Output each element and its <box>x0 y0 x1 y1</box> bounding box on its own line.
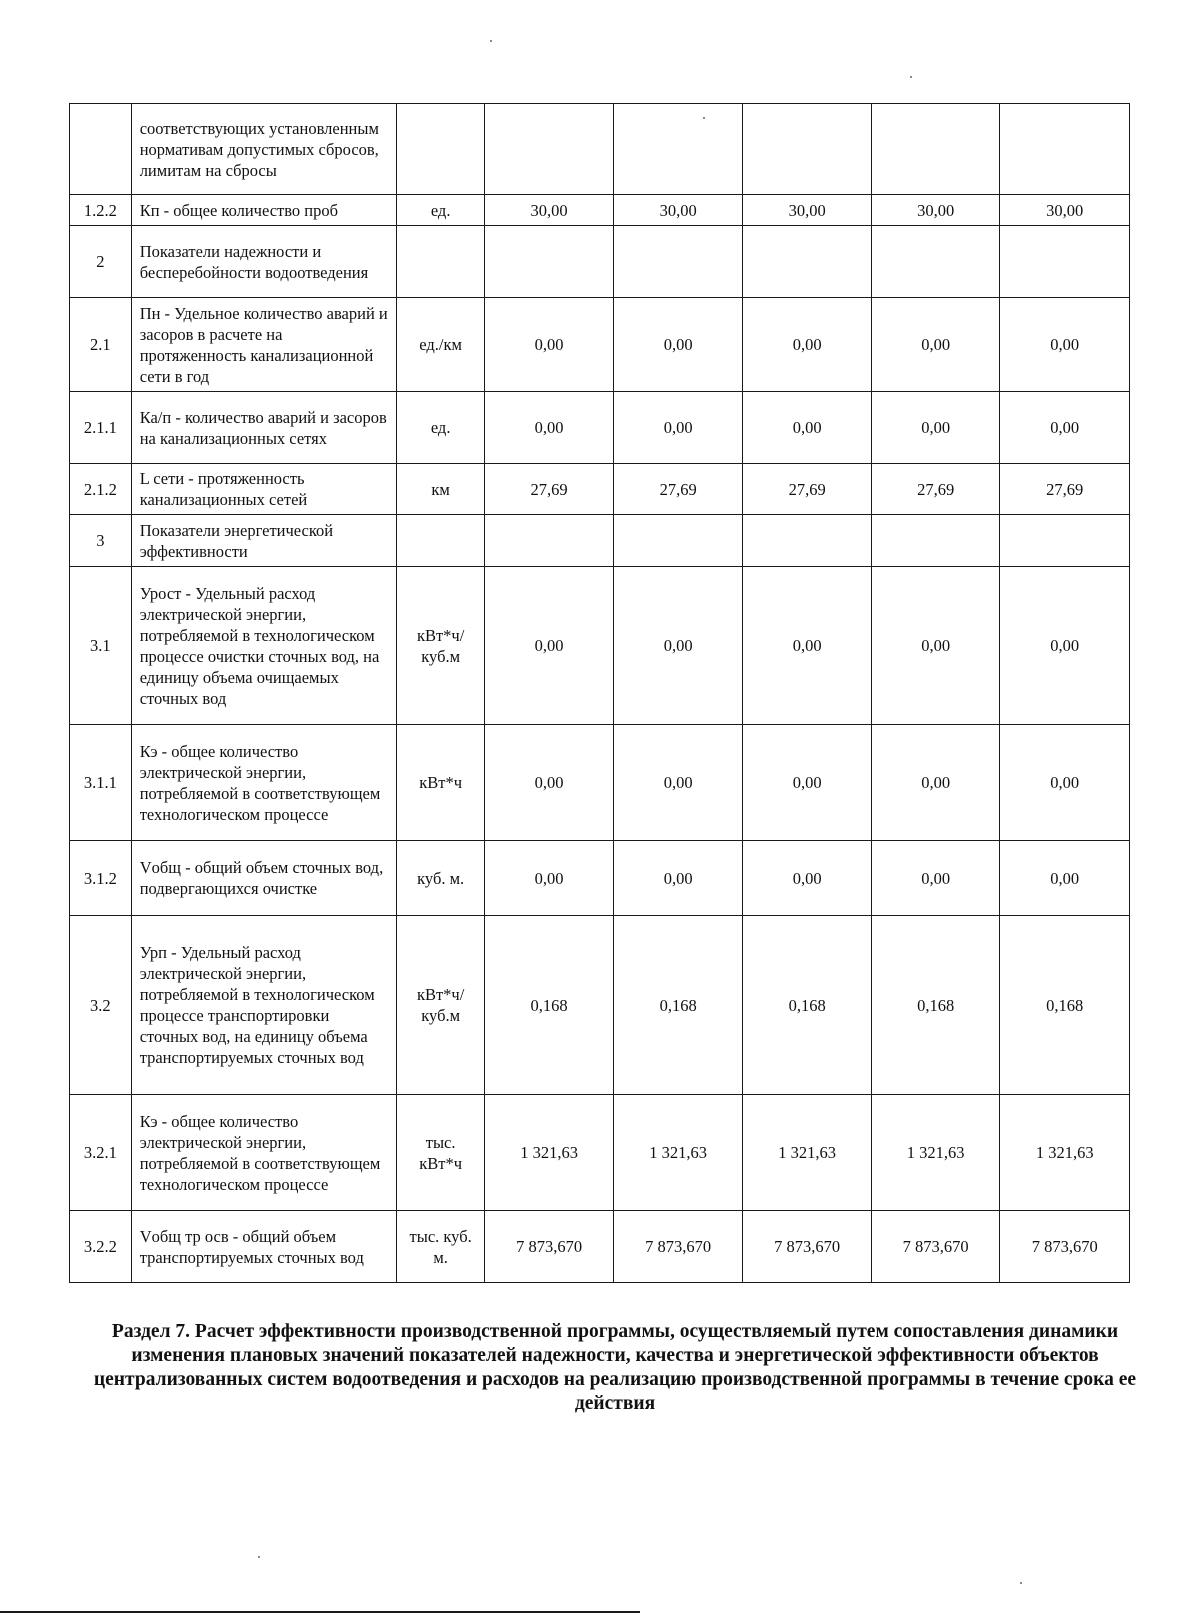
value-cell: 0,00 <box>485 298 614 392</box>
table-row <box>70 515 1130 567</box>
value-cell: 0,00 <box>743 841 872 916</box>
table-row <box>70 298 1130 392</box>
indicator-name: Ка/п - количество аварий и засоров на канализационных сетях <box>131 392 396 464</box>
indicators-table <box>69 103 1130 1283</box>
row-number: 3.1.1 <box>70 725 132 841</box>
indicator-name: Показатели надежности и бесперебойности водоотведения <box>131 226 396 298</box>
unit-cell: куб. м. <box>396 841 484 916</box>
value-cell: 30,00 <box>613 195 743 226</box>
value-cell: 0,00 <box>613 841 743 916</box>
value-cell: 7 873,670 <box>743 1211 872 1283</box>
row-number: 2 <box>70 226 132 298</box>
table-row <box>70 226 1130 298</box>
indicator-name: Показатели энергетической эффективности <box>131 515 396 567</box>
value-cell: 0,00 <box>485 725 614 841</box>
row-number: 1.2.2 <box>70 195 132 226</box>
unit-cell: тыс. кВт*ч <box>396 1095 484 1211</box>
row-number: 3 <box>70 515 132 567</box>
value-cell: 1 321,63 <box>871 1095 1000 1211</box>
value-cell <box>1000 515 1130 567</box>
value-cell: 7 873,670 <box>1000 1211 1130 1283</box>
value-cell <box>1000 226 1130 298</box>
value-cell: 1 321,63 <box>613 1095 743 1211</box>
value-cell <box>743 515 872 567</box>
indicator-name: Пн - Удельное количество аварий и засоров в расчете на протяженность канализационной сети в год <box>131 298 396 392</box>
table-row <box>70 916 1130 1095</box>
value-cell <box>1000 104 1130 195</box>
value-cell: 30,00 <box>1000 195 1130 226</box>
table-row <box>70 725 1130 841</box>
value-cell: 27,69 <box>871 464 1000 515</box>
row-number: 3.1.2 <box>70 841 132 916</box>
value-cell: 0,168 <box>871 916 1000 1095</box>
table-row <box>70 1095 1130 1211</box>
value-cell: 0,168 <box>485 916 614 1095</box>
value-cell: 0,00 <box>1000 392 1130 464</box>
value-cell: 0,00 <box>743 725 872 841</box>
value-cell: 1 321,63 <box>1000 1095 1130 1211</box>
scan-speck <box>490 40 492 42</box>
unit-cell: ед. <box>396 195 484 226</box>
table-row <box>70 1211 1130 1283</box>
value-cell: 30,00 <box>871 195 1000 226</box>
unit-cell: кВт*ч/куб.м <box>396 916 484 1095</box>
value-cell <box>485 226 614 298</box>
row-number <box>70 104 132 195</box>
table-row <box>70 392 1130 464</box>
value-cell: 1 321,63 <box>485 1095 614 1211</box>
unit-cell: кВт*ч/куб.м <box>396 567 484 725</box>
unit-cell <box>396 515 484 567</box>
value-cell: 27,69 <box>743 464 872 515</box>
value-cell: 0,00 <box>485 841 614 916</box>
value-cell: 30,00 <box>485 195 614 226</box>
value-cell: 0,00 <box>871 392 1000 464</box>
unit-cell: км <box>396 464 484 515</box>
value-cell <box>613 104 743 195</box>
row-number: 2.1.1 <box>70 392 132 464</box>
unit-cell: тыс. куб. м. <box>396 1211 484 1283</box>
value-cell <box>743 226 872 298</box>
row-number: 2.1.2 <box>70 464 132 515</box>
value-cell: 0,00 <box>871 298 1000 392</box>
table-row <box>70 841 1130 916</box>
row-number: 2.1 <box>70 298 132 392</box>
value-cell: 0,00 <box>613 392 743 464</box>
value-cell: 27,69 <box>613 464 743 515</box>
indicator-name: Кп - общее количество проб <box>131 195 396 226</box>
value-cell: 7 873,670 <box>871 1211 1000 1283</box>
value-cell: 7 873,670 <box>613 1211 743 1283</box>
value-cell <box>871 104 1000 195</box>
unit-cell: ед./км <box>396 298 484 392</box>
value-cell <box>485 104 614 195</box>
unit-cell <box>396 104 484 195</box>
value-cell: 0,168 <box>613 916 743 1095</box>
value-cell: 0,168 <box>743 916 872 1095</box>
scan-edge-line <box>0 1611 640 1613</box>
value-cell <box>485 515 614 567</box>
section-title: Раздел 7. Расчет эффективности производственной программы, осуществляемый путем сопоставления динамики изменения плановых значений показателей надежности, качества и энергетической эффективности объектов централизованных систем водоотведения и расходов на реализацию производственной программы в течение срока ее действия <box>93 1321 1137 1414</box>
value-cell: 27,69 <box>485 464 614 515</box>
value-cell: 0,00 <box>743 392 872 464</box>
value-cell: 0,00 <box>485 392 614 464</box>
value-cell <box>613 226 743 298</box>
value-cell: 1 321,63 <box>743 1095 872 1211</box>
value-cell: 0,00 <box>1000 298 1130 392</box>
unit-cell: кВт*ч <box>396 725 484 841</box>
row-number: 3.2.1 <box>70 1095 132 1211</box>
value-cell: 30,00 <box>743 195 872 226</box>
value-cell <box>871 226 1000 298</box>
value-cell: 27,69 <box>1000 464 1130 515</box>
value-cell: 0,00 <box>613 725 743 841</box>
indicator-name: Кэ - общее количество электрической энергии, потребляемой в соответствующем технологическом процессе <box>131 725 396 841</box>
value-cell <box>743 104 872 195</box>
row-number: 3.2.2 <box>70 1211 132 1283</box>
value-cell: 0,168 <box>1000 916 1130 1095</box>
indicator-name: L сети - протяженность канализационных сетей <box>131 464 396 515</box>
value-cell <box>871 515 1000 567</box>
value-cell: 0,00 <box>485 567 614 725</box>
value-cell: 0,00 <box>1000 725 1130 841</box>
value-cell: 0,00 <box>871 725 1000 841</box>
indicator-name: Кэ - общее количество электрической энергии, потребляемой в соответствующем технологическом процессе <box>131 1095 396 1211</box>
table-row <box>70 464 1130 515</box>
value-cell: 7 873,670 <box>485 1211 614 1283</box>
scan-speck <box>910 76 912 78</box>
table-row <box>70 104 1130 195</box>
unit-cell <box>396 226 484 298</box>
scan-speck <box>1020 1582 1022 1584</box>
value-cell: 0,00 <box>743 298 872 392</box>
unit-cell: ед. <box>396 392 484 464</box>
indicator-name: Урост - Удельный расход электрической энергии, потребляемой в технологическом процессе очистки сточных вод, на единицу объема очищаемых сточных вод <box>131 567 396 725</box>
value-cell: 0,00 <box>1000 841 1130 916</box>
scan-speck <box>703 117 705 119</box>
value-cell: 0,00 <box>871 841 1000 916</box>
indicator-name: Урп - Удельный расход электрической энергии, потребляемой в технологическом процессе транспортировки сточных вод, на единицу объема транспортируемых сточных вод <box>131 916 396 1095</box>
value-cell: 0,00 <box>1000 567 1130 725</box>
indicator-name: Vобщ тр осв - общий объем транспортируемых сточных вод <box>131 1211 396 1283</box>
scan-speck <box>258 1556 260 1558</box>
table-body <box>70 104 1130 1283</box>
row-number: 3.2 <box>70 916 132 1095</box>
table-row <box>70 567 1130 725</box>
value-cell: 0,00 <box>613 567 743 725</box>
indicator-name: Vобщ - общий объем сточных вод, подвергающихся очистке <box>131 841 396 916</box>
row-number: 3.1 <box>70 567 132 725</box>
indicator-name: соответствующих установленным нормативам допустимых сбросов, лимитам на сбросы <box>131 104 396 195</box>
table-row <box>70 195 1130 226</box>
value-cell: 0,00 <box>613 298 743 392</box>
value-cell <box>613 515 743 567</box>
value-cell: 0,00 <box>743 567 872 725</box>
value-cell: 0,00 <box>871 567 1000 725</box>
